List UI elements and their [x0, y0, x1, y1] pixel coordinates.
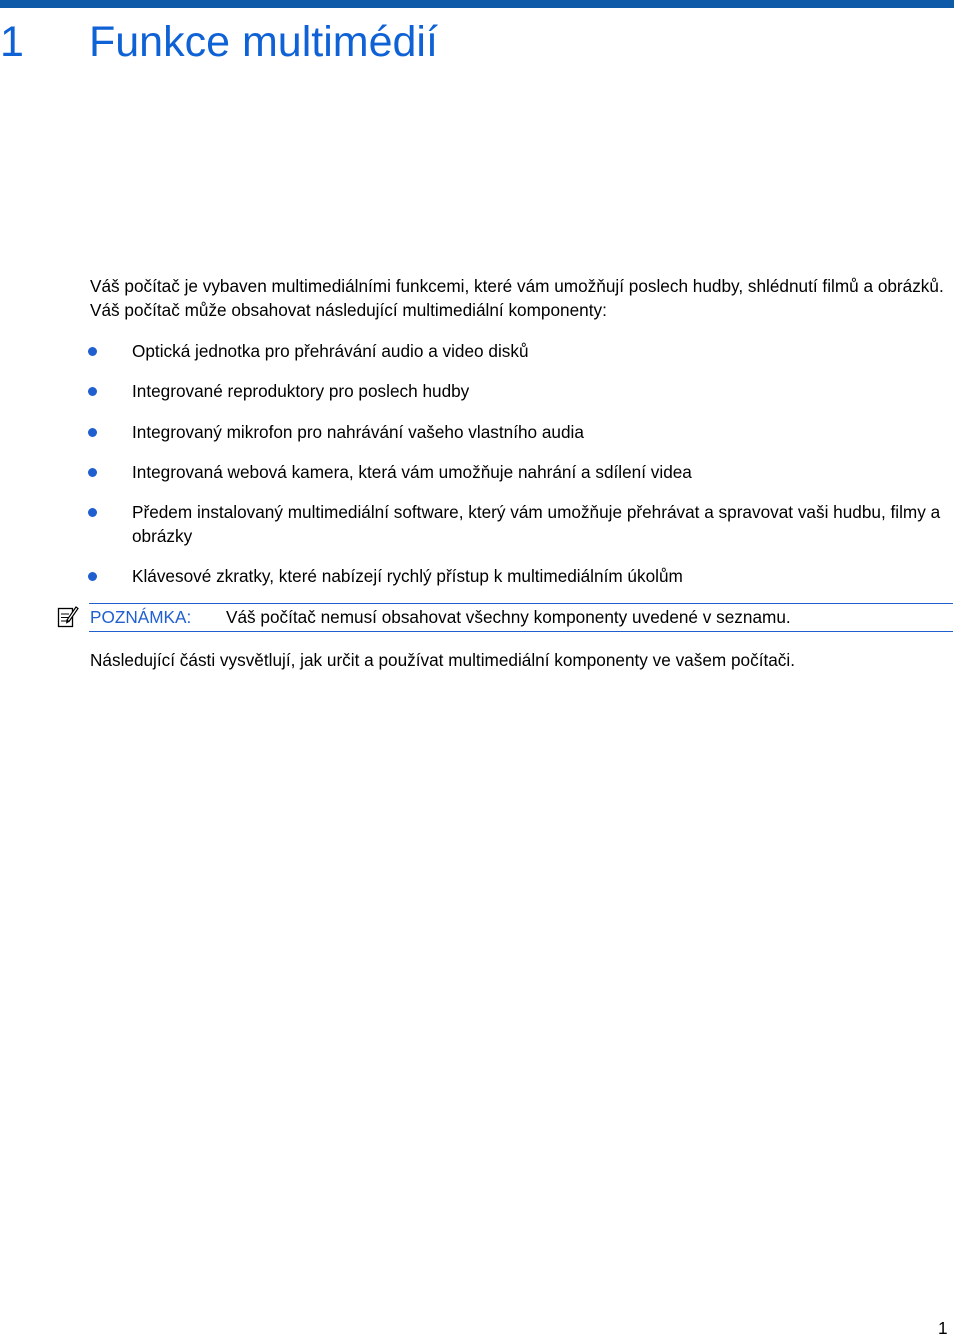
bullet-icon: [88, 387, 97, 396]
bullet-icon: [88, 428, 97, 437]
note-label: POZNÁMKA:: [90, 607, 192, 627]
note-pencil-icon: [57, 605, 79, 629]
list-item-text: Integrovaná webová kamera, která vám umožňuje nahrání a sdílení videa: [132, 462, 692, 482]
list-item-text: Klávesové zkratky, které nabízejí rychlý přístup k multimediálním úkolům: [132, 566, 683, 586]
note-bottom-rule: [89, 631, 953, 632]
list-item-text: Předem instalovaný multimediální software, který vám umožňuje přehrávat a spravovat vaši hudbu, filmy a obrázky: [132, 502, 941, 546]
list-item-text: Integrované reproduktory pro poslech hudby: [132, 381, 470, 401]
note-top-rule: [89, 603, 953, 604]
bullet-icon: [88, 468, 97, 477]
list-item-text: Optická jednotka pro přehrávání audio a video disků: [132, 341, 529, 361]
note-text: Váš počítač nemusí obsahovat všechny komponenty uvedené v seznamu.: [226, 607, 791, 627]
bullet-icon: [88, 347, 97, 356]
chapter-title: Funkce multimédií: [89, 18, 438, 66]
outro-paragraph: Následující části vysvětlují, jak určit a používat multimediální komponenty ve vašem počítači.: [90, 650, 795, 670]
page-number: 1: [938, 1318, 948, 1338]
intro-paragraph: Váš počítač je vybaven multimediálními funkcemi, které vám umožňují poslech hudby, shlédnutí filmů a obrázků. Váš počítač může obsahovat následující multimediální komponenty:: [90, 276, 944, 320]
bullet-icon: [88, 572, 97, 581]
chapter-heading: [0, 14, 954, 70]
list-item-text: Integrovaný mikrofon pro nahrávání vašeho vlastního audia: [132, 422, 584, 442]
chapter-number: 1: [0, 18, 24, 66]
bullet-icon: [88, 508, 97, 517]
top-rule: [0, 0, 954, 8]
note-box: [0, 600, 960, 634]
